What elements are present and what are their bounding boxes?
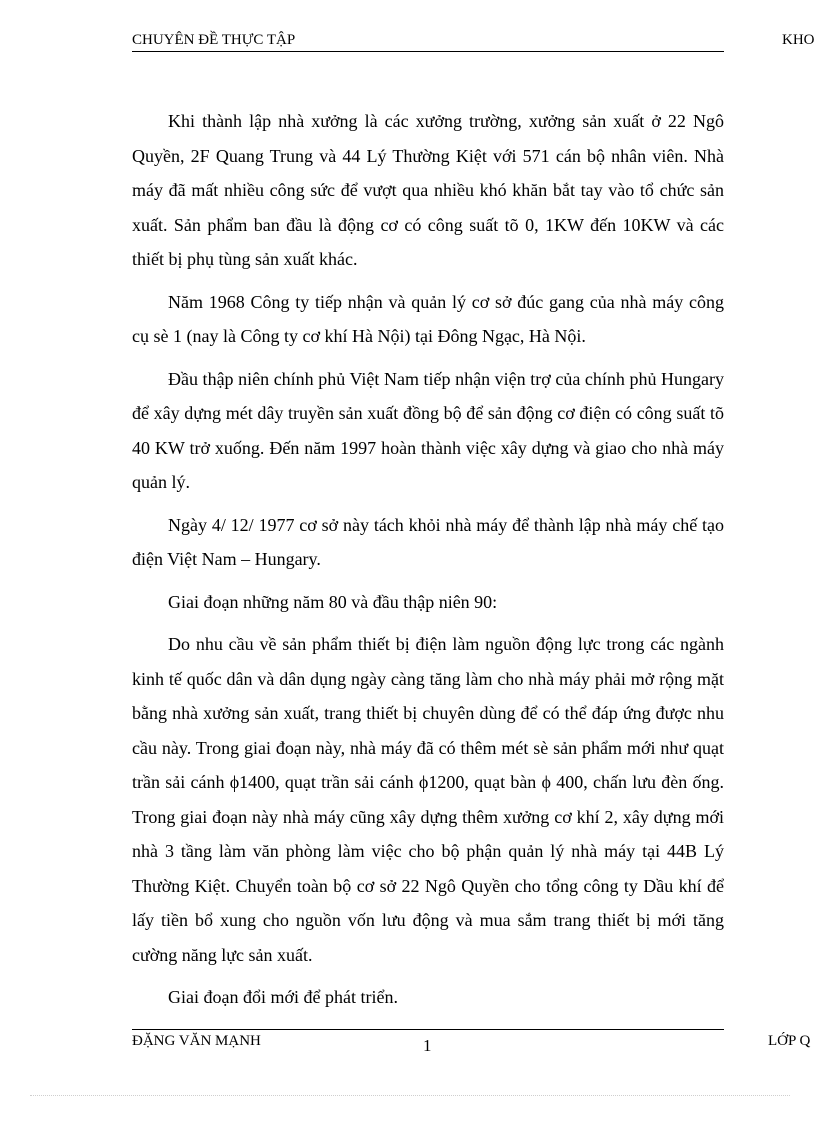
footer-class: LỚP Q	[768, 1033, 811, 1049]
body-text	[132, 104, 724, 1023]
footer-divider	[132, 1029, 724, 1030]
paragraph: Khi thành lập nhà xưởng là các xưởng trường, xưởng sản xuất ở 22 Ngô Quyền, 2F Quang Trung và 44 Lý Thường Kiệt với 571 cán bộ nhân viên. Nhà máy đã mất nhiều công sức để vượt qua nhiều khó khăn bắt tay vào tổ chức sản xuất. Sản phẩm ban đầu là động cơ có công suất tõ 0, 1KW đến 10KW và các thiết bị phụ tùng sản xuất khác.	[132, 111, 724, 269]
paragraph: Ngày 4/ 12/ 1977 cơ sở này tách khỏi nhà máy để thành lập nhà máy chế tạo điện Việt Nam – Hungary.	[132, 514, 724, 569]
header-divider	[132, 51, 724, 52]
header-title: CHUYÊN ĐỀ THỰC TẬP	[132, 32, 296, 48]
paragraph: Do nhu cầu về sản phẩm thiết bị điện làm nguồn động lực trong các ngành kinh tế quốc dân và dân dụng ngày càng tăng làm cho nhà máy phải mở rộng mặt bằng nhà xưởng sản xuất, trang thiết bị chuyên dùng để có thể đáp ứng được nhu cầu này. Trong giai đoạn này, nhà máy đã có thêm mét sè sản phẩm mới như quạt trần sải cánh ϕ1400, quạt trần sải cánh ϕ1200, quạt bàn ϕ 400, chấn lưu đèn ống. Trong giai đoạn này nhà máy cũng xây dựng thêm xưởng cơ khí 2, xây dựng mới nhà 3 tầng làm văn phòng làm việc cho bộ phận quản lý nhà máy tại 44B Lý Thường Kiệt. Chuyển toàn bộ cơ sở 22 Ngô Quyền cho tổng công ty Dầu khí để lấy tiền bổ xung cho nguồn vốn lưu động và mua sắm trang thiết bị mới tăng cường năng lực sản xuất.	[132, 634, 724, 965]
page-bottom-dotted-line	[30, 1095, 790, 1096]
paragraph: Giai đoạn đổi mới để phát triển.	[168, 987, 398, 1007]
paragraph: Đầu thập niên chính phủ Việt Nam tiếp nhận viện trợ của chính phủ Hungary để xây dựng mét dây truyền sản xuất đồng bộ để sản động cơ điện có công suất tõ 40 KW trở xuống. Đến năm 1997 hoàn thành việc xây dựng và giao cho nhà máy quản lý.	[132, 368, 724, 492]
header-right-text: KHO	[782, 32, 815, 48]
page-number: 1	[423, 1036, 432, 1055]
paragraph: Năm 1968 Công ty tiếp nhận và quản lý cơ sở đúc gang của nhà máy công cụ sè 1 (nay là Công ty cơ khí Hà Nội) tại Đông Ngạc, Hà Nội.	[132, 291, 724, 346]
paragraph: Giai đoạn những năm 80 và đầu thập niên 90:	[168, 591, 498, 612]
footer-author: ĐẶNG VĂN MẠNH	[132, 1033, 261, 1049]
